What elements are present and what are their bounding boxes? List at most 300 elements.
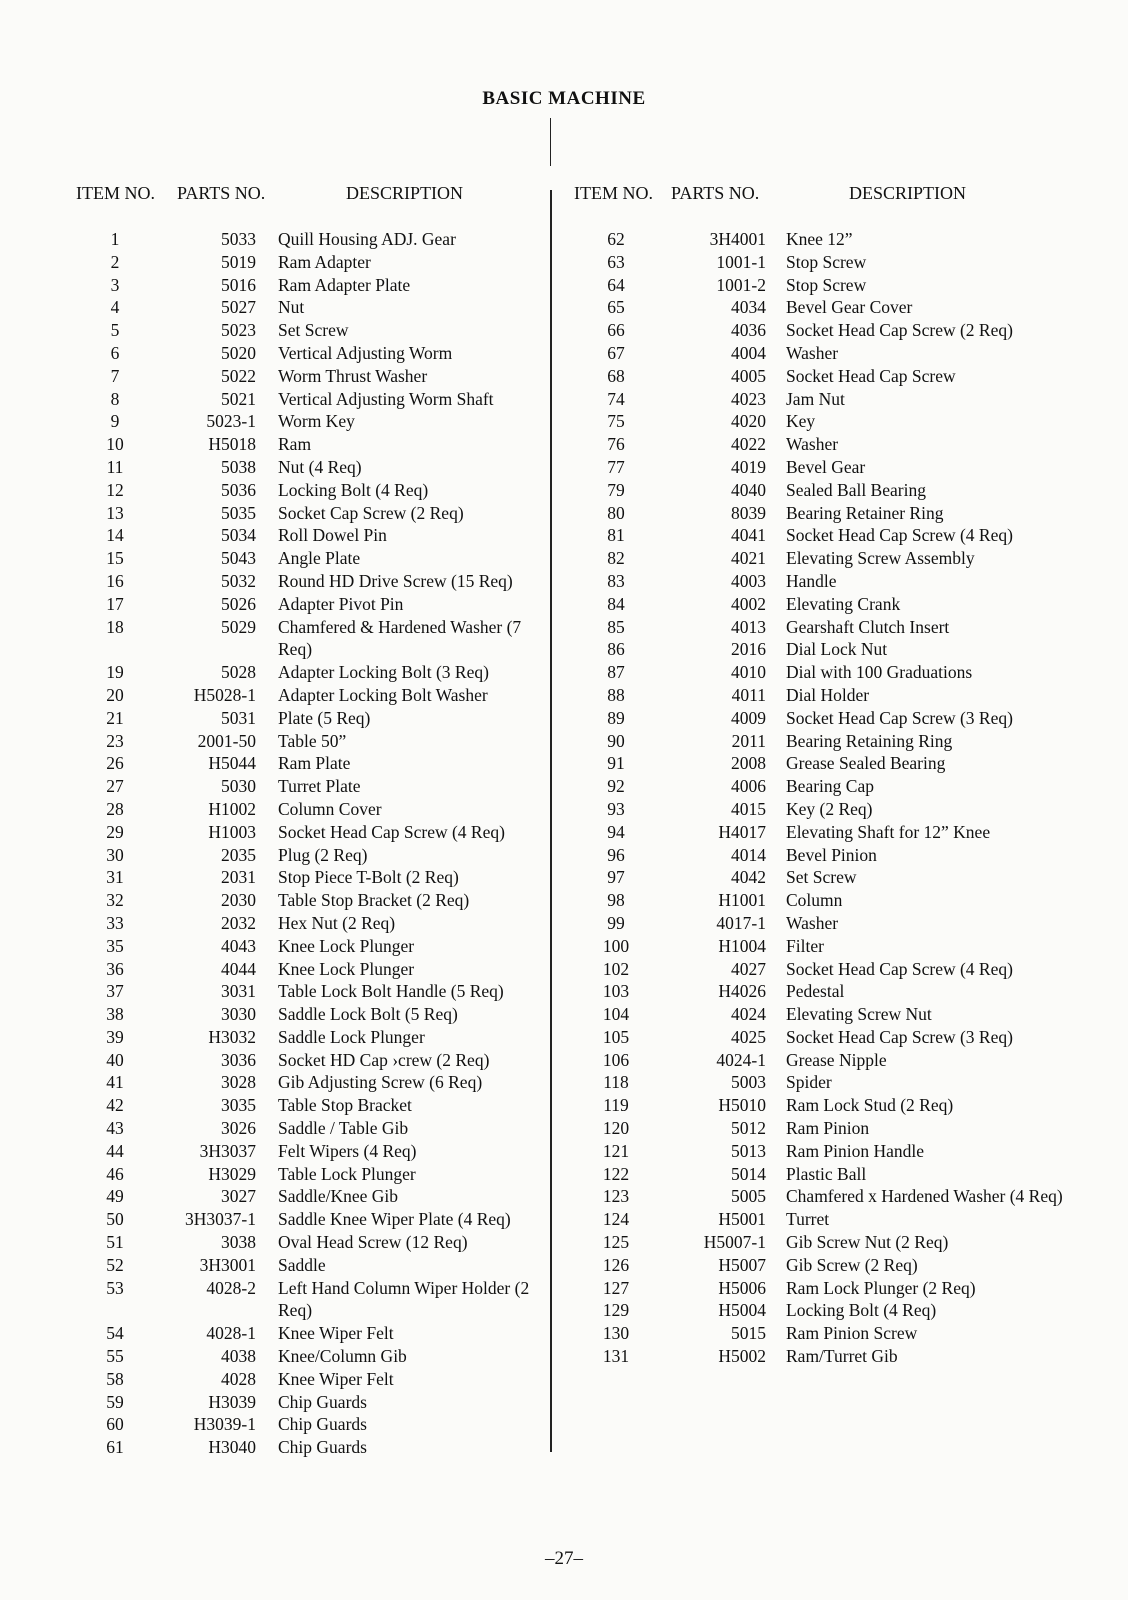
table-row xyxy=(40,775,540,798)
table-row xyxy=(566,1049,1086,1072)
table-row xyxy=(40,730,540,753)
item-number: 35 xyxy=(106,935,124,956)
part-description: Knee Lock Plunger xyxy=(278,935,415,956)
table-row xyxy=(566,1231,1086,1254)
part-number: H4026 xyxy=(718,981,766,1002)
table-row xyxy=(40,456,540,479)
table-row xyxy=(40,866,540,889)
item-number: 7 xyxy=(110,365,120,386)
part-number: 5038 xyxy=(221,456,256,477)
header-parts-no: PARTS NO. xyxy=(671,183,760,203)
part-description: Adapter Locking Bolt (3 Req) xyxy=(278,662,489,683)
table-row xyxy=(566,433,1086,456)
item-number: 41 xyxy=(106,1072,124,1093)
table-row xyxy=(40,821,540,844)
part-description: Knee Wiper Felt xyxy=(278,1323,394,1344)
item-number: 94 xyxy=(607,821,625,842)
item-number: 75 xyxy=(607,411,625,432)
table-row xyxy=(566,844,1086,867)
table-row xyxy=(40,661,540,684)
part-number: H5002 xyxy=(718,1346,766,1367)
part-number: 4015 xyxy=(731,798,766,819)
table-row xyxy=(566,1140,1086,1163)
item-number: 52 xyxy=(106,1254,124,1275)
part-number: 4038 xyxy=(221,1346,256,1367)
part-description: Worm Thrust Washer xyxy=(278,365,428,386)
table-row xyxy=(40,707,540,730)
table-row xyxy=(566,570,1086,593)
item-number: 97 xyxy=(607,867,625,888)
part-number: 4040 xyxy=(731,479,766,500)
item-number: 93 xyxy=(607,798,625,819)
part-number: 2032 xyxy=(221,912,256,933)
item-number: 105 xyxy=(602,1026,630,1047)
table-row xyxy=(40,616,540,662)
item-number: 90 xyxy=(607,730,625,751)
item-number: 11 xyxy=(106,456,124,477)
parts-rows-right xyxy=(566,228,1086,1368)
item-number: 62 xyxy=(607,229,625,249)
part-number: 2016 xyxy=(731,639,766,660)
item-number: 129 xyxy=(602,1300,630,1321)
item-number: 68 xyxy=(607,365,625,386)
part-number: 4028-1 xyxy=(206,1323,256,1344)
part-description: Saddle Lock Plunger xyxy=(278,1026,425,1047)
part-description: Washer xyxy=(786,912,839,933)
table-row xyxy=(40,1277,540,1323)
part-description: Locking Bolt (4 Req) xyxy=(786,1300,937,1321)
part-description: Spider xyxy=(786,1072,832,1093)
item-number: 87 xyxy=(607,662,625,683)
part-number: H3032 xyxy=(208,1026,256,1047)
part-description: Bevel Gear Cover xyxy=(786,297,913,318)
item-number: 23 xyxy=(106,730,124,751)
table-row xyxy=(40,410,540,433)
part-number: H3029 xyxy=(208,1163,256,1184)
part-description: Chamfered x Hardened Washer (4 Req) xyxy=(786,1186,1063,1207)
parts-table-left xyxy=(40,183,540,1459)
part-number: 4034 xyxy=(731,297,766,318)
item-number: 121 xyxy=(602,1140,630,1161)
part-number: 4013 xyxy=(731,616,766,637)
part-number: H1002 xyxy=(208,798,256,819)
part-number: 4024-1 xyxy=(716,1049,766,1070)
page-number: –27– xyxy=(545,1548,583,1569)
table-row xyxy=(40,912,540,935)
part-description: Hex Nut (2 Req) xyxy=(278,912,396,933)
table-row xyxy=(566,798,1086,821)
part-number: 5005 xyxy=(731,1186,766,1207)
table-row xyxy=(566,730,1086,753)
part-description: Socket Head Cap Screw (3 Req) xyxy=(786,707,1013,728)
table-row xyxy=(566,388,1086,411)
item-number: 53 xyxy=(106,1277,124,1298)
table-row xyxy=(40,1436,540,1459)
part-description: Ram Lock Plunger (2 Req) xyxy=(786,1277,976,1298)
part-number: 4028-2 xyxy=(206,1277,256,1298)
part-description: Grease Nipple xyxy=(786,1049,887,1070)
part-number: 5032 xyxy=(221,570,256,591)
table-row xyxy=(40,1345,540,1368)
part-description: Stop Screw xyxy=(786,274,867,295)
table-row xyxy=(40,1140,540,1163)
part-number: 4028 xyxy=(221,1368,256,1389)
part-number: 4010 xyxy=(731,662,766,683)
part-description: Set Screw xyxy=(278,320,349,341)
part-number: 4011 xyxy=(731,684,766,705)
part-description: Ram Lock Stud (2 Req) xyxy=(786,1095,954,1116)
parts-rows-left xyxy=(40,228,540,1459)
item-number: 80 xyxy=(607,502,625,523)
part-description: Gib Screw Nut (2 Req) xyxy=(786,1232,949,1253)
part-number: H5007 xyxy=(718,1254,766,1275)
part-description: Gearshaft Clutch Insert xyxy=(786,616,950,637)
table-row xyxy=(40,502,540,525)
part-description: Table Stop Bracket xyxy=(278,1095,412,1116)
part-description: Chip Guards xyxy=(278,1414,367,1435)
part-description: Column Cover xyxy=(278,798,382,819)
part-number: 5021 xyxy=(221,388,256,409)
part-description: Grease Sealed Bearing xyxy=(786,753,946,774)
part-description: Turret Plate xyxy=(278,776,361,797)
item-number: 61 xyxy=(106,1437,124,1458)
part-number: 2030 xyxy=(221,890,256,911)
table-row xyxy=(566,502,1086,525)
table-row xyxy=(566,1163,1086,1186)
item-number: 65 xyxy=(607,297,625,318)
part-number: 5019 xyxy=(221,251,256,272)
page-title: BASIC MACHINE xyxy=(482,88,646,109)
part-description: Ram Adapter xyxy=(278,251,371,272)
part-description: Socket Head Cap Screw (4 Req) xyxy=(278,821,505,842)
item-number: 38 xyxy=(106,1004,124,1025)
item-number: 118 xyxy=(603,1072,629,1093)
column-divider xyxy=(550,190,552,1452)
item-number: 27 xyxy=(106,776,124,797)
part-number: 3028 xyxy=(221,1072,256,1093)
part-description: Pedestal xyxy=(786,981,845,1002)
part-description: Table Lock Bolt Handle (5 Req) xyxy=(278,981,504,1002)
part-number: 4042 xyxy=(731,867,766,888)
item-number: 126 xyxy=(602,1254,630,1275)
part-description: Chip Guards xyxy=(278,1437,367,1458)
item-number: 74 xyxy=(607,388,625,409)
item-number: 86 xyxy=(607,639,625,660)
table-row xyxy=(40,1368,540,1391)
table-row xyxy=(40,251,540,274)
part-number: 5028 xyxy=(221,662,256,683)
item-number: 83 xyxy=(607,570,625,591)
part-description: Nut (4 Req) xyxy=(278,456,362,477)
part-number: 3036 xyxy=(221,1049,256,1070)
part-description: Stop Screw xyxy=(786,251,867,272)
item-number: 79 xyxy=(607,479,625,500)
part-number: H5010 xyxy=(718,1095,766,1116)
table-row xyxy=(566,410,1086,433)
item-number: 18 xyxy=(106,616,124,637)
table-row xyxy=(566,593,1086,616)
item-number: 1 xyxy=(110,229,120,249)
part-description: Plug (2 Req) xyxy=(278,844,368,865)
part-description: Handle xyxy=(786,570,837,591)
table-row xyxy=(566,1026,1086,1049)
part-description: Elevating Crank xyxy=(786,593,901,614)
part-number: 4043 xyxy=(221,935,256,956)
part-description: Ram Pinion Handle xyxy=(786,1140,925,1161)
item-number: 15 xyxy=(106,548,124,569)
item-number: 54 xyxy=(106,1323,124,1344)
part-number: 5033 xyxy=(221,229,256,249)
table-row xyxy=(566,1322,1086,1345)
part-number: 5035 xyxy=(221,502,256,523)
part-number: 1001-1 xyxy=(716,251,766,272)
item-number: 104 xyxy=(602,1004,630,1025)
item-number: 40 xyxy=(106,1049,124,1070)
item-number: 130 xyxy=(602,1323,630,1344)
part-description: Saddle Lock Bolt (5 Req) xyxy=(278,1004,458,1025)
item-number: 6 xyxy=(110,342,120,363)
item-number: 2 xyxy=(110,251,120,272)
part-description: Felt Wipers (4 Req) xyxy=(278,1140,417,1161)
part-number: 5034 xyxy=(221,525,256,546)
table-row xyxy=(566,866,1086,889)
part-number: 5015 xyxy=(731,1323,766,1344)
item-number: 44 xyxy=(106,1140,124,1161)
item-number: 39 xyxy=(106,1026,124,1047)
item-number: 120 xyxy=(602,1118,630,1139)
table-row xyxy=(40,388,540,411)
item-number: 122 xyxy=(602,1163,630,1184)
part-number: 4044 xyxy=(221,958,256,979)
part-number: 3030 xyxy=(221,1004,256,1025)
part-description: Saddle xyxy=(278,1254,326,1275)
item-number: 32 xyxy=(106,890,124,911)
item-number: 28 xyxy=(106,798,124,819)
item-number: 36 xyxy=(106,958,124,979)
table-row xyxy=(566,251,1086,274)
part-description: Round HD Drive Screw (15 Req) xyxy=(278,570,513,591)
part-number: H3039-1 xyxy=(193,1414,256,1435)
part-description: Jam Nut xyxy=(786,388,845,409)
table-row xyxy=(566,342,1086,365)
item-number: 42 xyxy=(106,1095,124,1116)
table-row xyxy=(566,479,1086,502)
item-number: 59 xyxy=(106,1391,124,1412)
part-description: Bearing Cap xyxy=(786,776,874,797)
part-number: 5016 xyxy=(221,274,256,295)
part-description: Plate (5 Req) xyxy=(278,707,371,728)
part-number: 4003 xyxy=(731,570,766,591)
table-row xyxy=(566,684,1086,707)
item-number: 5 xyxy=(110,320,120,341)
table-row xyxy=(40,1185,540,1208)
part-number: 2011 xyxy=(731,730,766,751)
table-row xyxy=(40,479,540,502)
part-description: Saddle/Knee Gib xyxy=(278,1186,399,1207)
item-number: 29 xyxy=(106,821,124,842)
item-number: 14 xyxy=(106,525,124,546)
item-number: 96 xyxy=(607,844,625,865)
part-description: Key (2 Req) xyxy=(786,798,873,819)
part-description: Elevating Screw Nut xyxy=(786,1004,932,1025)
item-number: 100 xyxy=(602,935,630,956)
table-row xyxy=(566,889,1086,912)
part-description: Socket HD Cap ›crew (2 Req) xyxy=(278,1049,490,1070)
part-number: H3039 xyxy=(208,1391,256,1412)
part-number: H5006 xyxy=(718,1277,766,1298)
part-number: 2008 xyxy=(731,753,766,774)
item-number: 30 xyxy=(106,844,124,865)
part-number: 1001-2 xyxy=(716,274,766,295)
table-row xyxy=(566,319,1086,342)
part-description: Dial Holder xyxy=(786,684,870,705)
part-number: 2035 xyxy=(221,844,256,865)
table-row xyxy=(40,844,540,867)
item-number: 85 xyxy=(607,616,625,637)
part-number: 4014 xyxy=(731,844,766,865)
table-row xyxy=(40,365,540,388)
part-number: 4024 xyxy=(731,1004,766,1025)
part-number: H4017 xyxy=(718,821,766,842)
part-description: Gib Adjusting Screw (6 Req) xyxy=(278,1072,483,1093)
table-row xyxy=(566,616,1086,639)
item-number: 106 xyxy=(602,1049,630,1070)
part-description: Table 50” xyxy=(278,730,347,751)
item-number: 19 xyxy=(106,662,124,683)
table-row xyxy=(40,1026,540,1049)
table-row xyxy=(566,456,1086,479)
table-row xyxy=(566,958,1086,981)
item-number: 92 xyxy=(607,776,625,797)
part-description: Vertical Adjusting Worm Shaft xyxy=(278,388,494,409)
table-row xyxy=(566,1208,1086,1231)
table-row xyxy=(40,1117,540,1140)
table-row xyxy=(40,935,540,958)
table-row xyxy=(566,1071,1086,1094)
item-number: 67 xyxy=(607,342,625,363)
part-description: Angle Plate xyxy=(278,548,361,569)
part-number: 5020 xyxy=(221,342,256,363)
table-row xyxy=(566,1299,1086,1322)
item-number: 33 xyxy=(106,912,124,933)
part-description: Adapter Pivot Pin xyxy=(278,593,404,614)
part-number: 4019 xyxy=(731,456,766,477)
table-row xyxy=(566,1185,1086,1208)
part-description: Worm Key xyxy=(278,411,355,432)
part-description: Socket Head Cap Screw (4 Req) xyxy=(786,525,1013,546)
header-item-no: ITEM NO. xyxy=(76,183,155,203)
item-number: 21 xyxy=(106,707,124,728)
item-number: 37 xyxy=(106,981,124,1002)
item-number: 16 xyxy=(106,570,124,591)
table-row xyxy=(40,228,540,251)
item-number: 12 xyxy=(106,479,124,500)
part-description: Chamfered & Hardened Washer (7 Req) xyxy=(278,616,522,660)
part-description: Dial Lock Nut xyxy=(786,639,888,660)
table-row xyxy=(566,775,1086,798)
item-number: 88 xyxy=(607,684,625,705)
part-number: H1004 xyxy=(718,935,766,956)
part-description: Chip Guards xyxy=(278,1391,367,1412)
part-number: 2031 xyxy=(221,867,256,888)
table-row xyxy=(40,1208,540,1231)
item-number: 26 xyxy=(106,753,124,774)
item-number: 58 xyxy=(106,1368,124,1389)
part-number: 4021 xyxy=(731,548,766,569)
table-row xyxy=(566,661,1086,684)
part-number: 4017-1 xyxy=(716,912,766,933)
part-description: Ram Adapter Plate xyxy=(278,274,411,295)
part-description: Ram xyxy=(278,434,312,455)
item-number: 31 xyxy=(106,867,124,888)
part-description: Adapter Locking Bolt Washer xyxy=(278,684,488,705)
part-number: 5012 xyxy=(731,1118,766,1139)
part-number: 4027 xyxy=(731,958,766,979)
table-row xyxy=(566,912,1086,935)
part-description: Ram Pinion Screw xyxy=(786,1323,918,1344)
part-description: Socket Head Cap Screw (3 Req) xyxy=(786,1026,1013,1047)
table-row xyxy=(566,1345,1086,1368)
table-row xyxy=(566,524,1086,547)
item-number: 49 xyxy=(106,1186,124,1207)
item-number: 46 xyxy=(106,1163,124,1184)
item-number: 64 xyxy=(607,274,625,295)
part-number: 4022 xyxy=(731,434,766,455)
part-description: Saddle Knee Wiper Plate (4 Req) xyxy=(278,1209,511,1230)
item-number: 81 xyxy=(607,525,625,546)
table-row xyxy=(40,980,540,1003)
header-description: DESCRIPTION xyxy=(346,183,464,203)
table-row xyxy=(40,798,540,821)
part-description: Saddle / Table Gib xyxy=(278,1118,409,1139)
item-number: 123 xyxy=(602,1186,630,1207)
item-number: 66 xyxy=(607,320,625,341)
item-number: 131 xyxy=(602,1346,630,1367)
item-number: 55 xyxy=(106,1346,124,1367)
table-row xyxy=(40,1391,540,1414)
table-row xyxy=(566,1003,1086,1026)
table-row xyxy=(40,1049,540,1072)
part-number: 5003 xyxy=(731,1072,766,1093)
part-number: 4041 xyxy=(731,525,766,546)
parts-table-right xyxy=(566,183,1086,1368)
item-number: 63 xyxy=(607,251,625,272)
part-number: 3H3037 xyxy=(199,1140,256,1161)
part-number: 5043 xyxy=(221,548,256,569)
table-row xyxy=(40,1003,540,1026)
part-number: 5026 xyxy=(221,593,256,614)
part-number: 5036 xyxy=(221,479,256,500)
part-description: Elevating Screw Assembly xyxy=(786,548,975,569)
part-description: Washer xyxy=(786,434,839,455)
part-number: 5022 xyxy=(221,365,256,386)
part-description: Socket Head Cap Screw xyxy=(786,365,956,386)
part-description: Knee 12” xyxy=(786,229,853,249)
part-description: Ram/Turret Gib xyxy=(786,1346,898,1367)
item-number: 8 xyxy=(110,388,120,409)
part-number: 5030 xyxy=(221,776,256,797)
table-row xyxy=(566,1117,1086,1140)
table-row xyxy=(40,1322,540,1345)
table-row xyxy=(566,821,1086,844)
part-description: Knee Lock Plunger xyxy=(278,958,415,979)
part-number: H5007-1 xyxy=(703,1232,766,1253)
item-number: 102 xyxy=(602,958,630,979)
part-number: 3031 xyxy=(221,981,256,1002)
table-row xyxy=(566,707,1086,730)
item-number: 51 xyxy=(106,1232,124,1253)
part-description: Ram Pinion xyxy=(786,1118,870,1139)
